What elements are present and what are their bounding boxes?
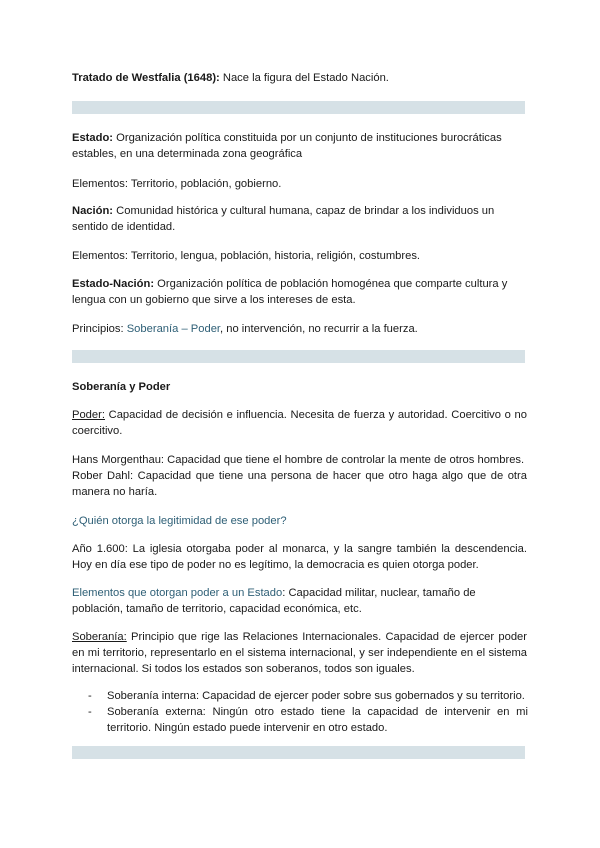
- dahl-line: Rober Dahl: Capacidad que tiene una persona de hacer que otro haga algo que de otra manera no haría.: [72, 470, 527, 498]
- estado-nacion-term: Estado-Nación:: [72, 278, 155, 290]
- poder-definition: [72, 407, 527, 439]
- elementos-rest: : Capacidad militar, nuclear, tamaño de población, tamaño de territorio, capacidad económica, etc.: [72, 587, 476, 615]
- list-item: [88, 704, 528, 736]
- section-divider-3: [72, 746, 525, 759]
- estado-term: Estado:: [72, 132, 114, 144]
- estado-definition: [72, 130, 527, 162]
- list-item-text: Soberanía externa: Ningún otro estado tiene la capacidad de intervenir en mi territorio. Ningún estado puede intervenir en otro estado.: [107, 706, 528, 734]
- estado-def: Organización política constituida por un conjunto de instituciones burocráticas estables, en una determinada zona geográfica: [72, 132, 502, 160]
- principios-rest: , no intervención, no recurrir a la fuerza.: [220, 323, 418, 335]
- estado-elements: Elementos: Territorio, población, gobierno.: [72, 178, 282, 190]
- nacion-def: Comunidad histórica y cultural humana, capaz de brindar a los individuos un sentido de identidad.: [72, 205, 495, 233]
- estado-nacion-def: Organización política de población homogénea que comparte cultura y lengua con un gobierno que sirve a los intereses de esta.: [72, 278, 508, 306]
- soberania-term: Soberanía:: [72, 631, 127, 643]
- bullet-dash: -: [88, 690, 92, 702]
- elementos-paragraph: [72, 585, 527, 617]
- nacion-definition: [72, 203, 527, 235]
- soberania-poder-heading: Soberanía y Poder: [72, 381, 171, 393]
- list-item: [88, 688, 528, 704]
- section-divider-2: [72, 350, 525, 363]
- morgenthau-line: Hans Morgenthau: Capacidad que tiene el hombre de controlar la mente de otros hombres.: [72, 454, 525, 466]
- principios-line: [72, 321, 527, 337]
- section-divider-1: [72, 101, 525, 114]
- principios-label: Principios:: [72, 323, 127, 335]
- westfalia-text: Nace la figura del Estado Nación.: [219, 72, 389, 84]
- soberania-definition: [72, 629, 527, 677]
- principios-highlight: Soberanía – Poder: [126, 323, 221, 335]
- estado-nacion-definition: [72, 276, 527, 308]
- soberania-def: Principio que rige las Relaciones Internacionales. Capacidad de ejercer poder en mi territorio, representarlo en el sistema internacional, y ser independiente en el sistema internacional. Si todos los estados son soberanos, todos son iguales.: [72, 631, 527, 675]
- authors-paragraph: [72, 452, 527, 500]
- legitimacy-question: ¿Quién otorga la legitimidad de ese poder?: [72, 515, 287, 527]
- nacion-term: Nación:: [72, 205, 114, 217]
- section-heading: [72, 379, 527, 395]
- bullet-dash: -: [88, 706, 92, 718]
- westfalia-line: [72, 70, 527, 86]
- nacion-elements: Elementos: Territorio, lengua, población, historia, religión, costumbres.: [72, 250, 421, 262]
- elementos-label: Elementos que otorgan poder a un Estado: [72, 587, 283, 599]
- ano-paragraph: Año 1.600: La iglesia otorgaba poder al monarca, y la sangre también la descendencia. Hoy en día ese tipo de poder no es legítimo, la democracia es quien otorga poder.: [72, 543, 527, 571]
- soberania-types-list: [88, 688, 528, 736]
- poder-def: Capacidad de decisión e influencia. Necesita de fuerza y autoridad. Coercitivo o no coercitivo.: [72, 409, 527, 437]
- list-item-text: Soberanía interna: Capacidad de ejercer poder sobre sus gobernados y su territorio.: [107, 690, 525, 702]
- westfalia-term: Tratado de Westfalia (1648):: [72, 72, 220, 84]
- poder-term: Poder:: [72, 409, 105, 421]
